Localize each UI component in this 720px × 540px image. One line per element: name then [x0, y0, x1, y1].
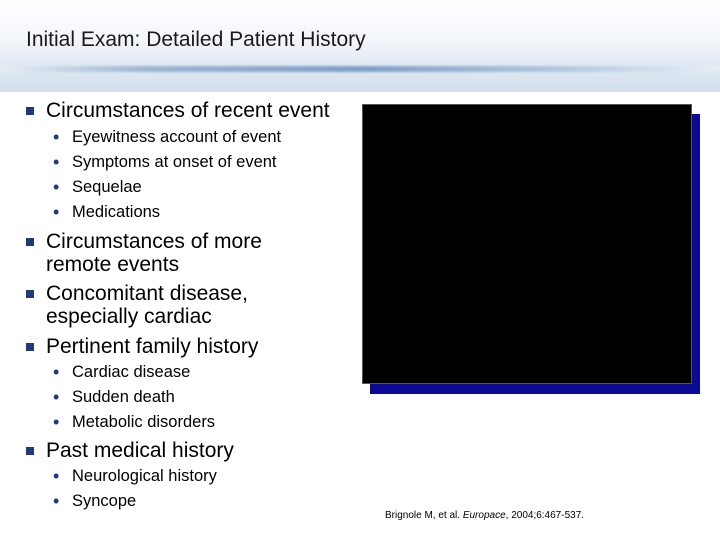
bullet-item-line-1: Concomitant disease, — [46, 282, 248, 305]
dot-bullet-icon: • — [53, 152, 60, 172]
bullet-item: Circumstances of recent event — [46, 99, 330, 122]
bullet-item-line-2: especially cardiac — [46, 305, 212, 328]
citation-authors: Brignole M, et al. — [385, 510, 461, 521]
dot-bullet-icon: • — [53, 491, 60, 511]
sub-bullet-item: Sequelae — [72, 178, 142, 196]
bullet-item-line-2: remote events — [46, 253, 180, 276]
citation — [385, 510, 584, 521]
dot-bullet-icon: • — [53, 362, 60, 382]
dot-bullet-icon: • — [53, 412, 60, 432]
dot-bullet-icon: • — [53, 127, 60, 147]
sub-bullet-item: Eyewitness account of event — [72, 128, 282, 146]
square-bullet-icon — [26, 238, 34, 246]
sub-bullet-item: Symptoms at onset of event — [72, 153, 277, 171]
sub-bullet-item: Metabolic disorders — [72, 413, 216, 431]
sub-bullet-item: Neurological history — [72, 467, 217, 485]
square-bullet-icon — [26, 343, 34, 351]
bullet-item-line-1: Circumstances of more — [46, 230, 262, 253]
header-divider — [0, 66, 720, 72]
citation-ref: , 2004;6:467-537. — [505, 510, 585, 521]
dot-bullet-icon: • — [53, 466, 60, 486]
bullet-item: Pertinent family history — [46, 335, 259, 358]
sub-bullet-item: Medications — [72, 203, 161, 221]
citation-journal: Europace — [462, 510, 506, 521]
square-bullet-icon — [26, 447, 34, 455]
slide-image — [362, 104, 692, 384]
dot-bullet-icon: • — [53, 177, 60, 197]
slide-title: Initial Exam: Detailed Patient History — [26, 28, 366, 51]
sub-bullet-item: Cardiac disease — [72, 363, 191, 381]
bullet-item: Past medical history — [46, 439, 234, 462]
dot-bullet-icon: • — [53, 387, 60, 407]
dot-bullet-icon: • — [53, 202, 60, 222]
square-bullet-icon — [26, 290, 34, 298]
sub-bullet-item: Sudden death — [72, 388, 175, 406]
square-bullet-icon — [26, 107, 34, 115]
sub-bullet-item: Syncope — [72, 492, 137, 510]
